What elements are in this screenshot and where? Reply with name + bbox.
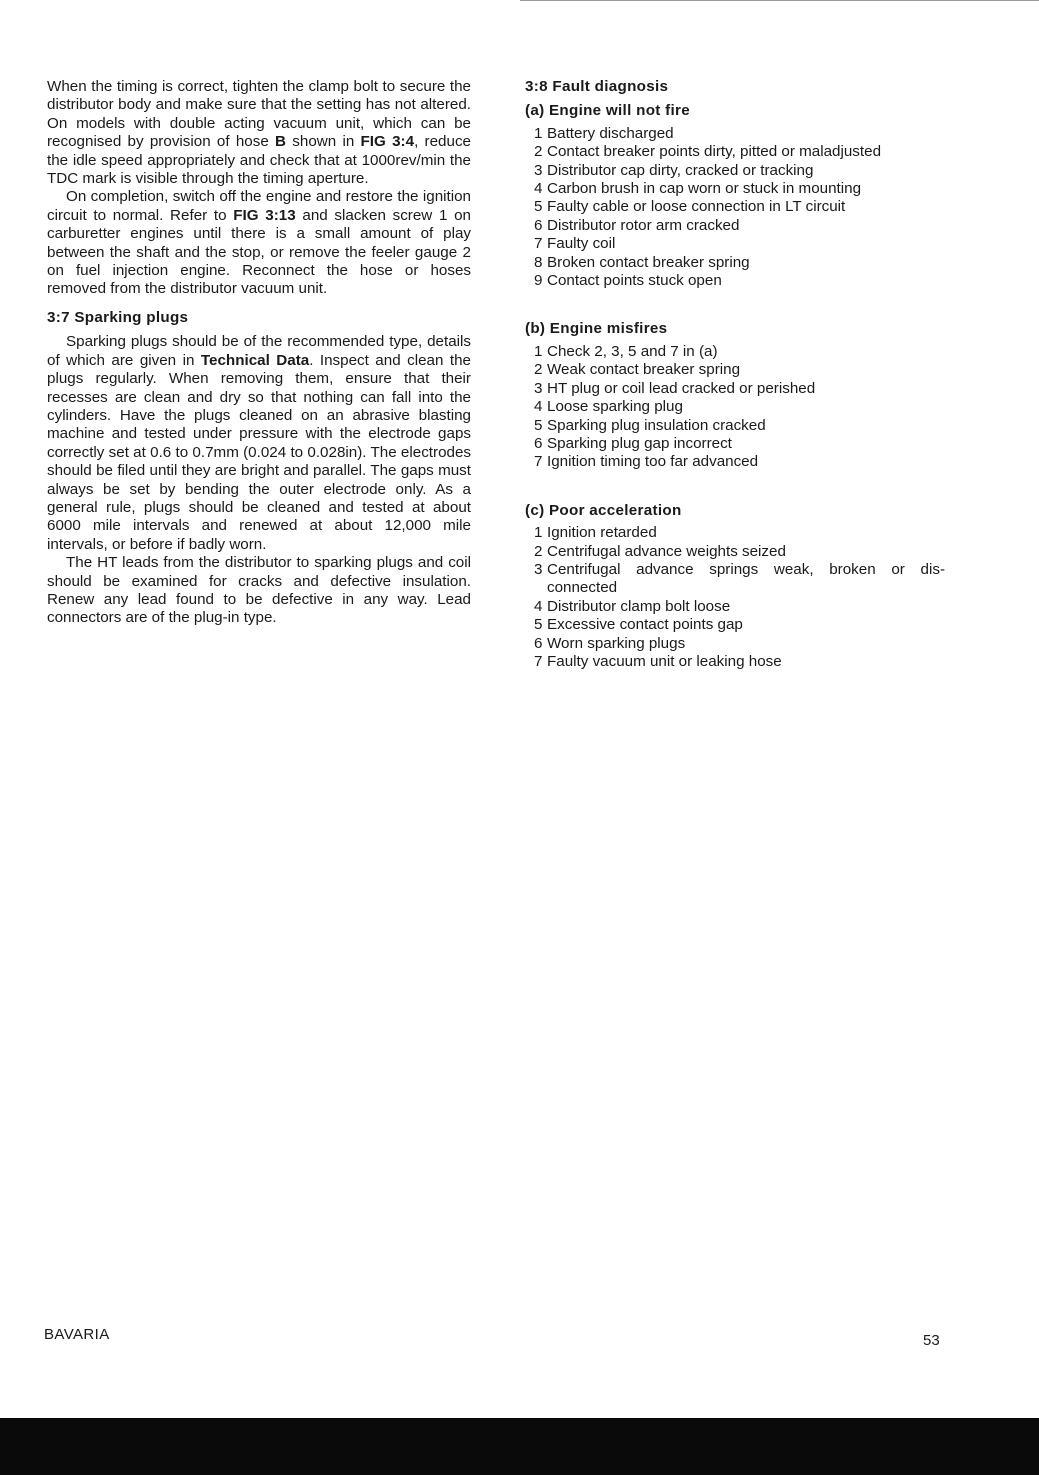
list-item: 3 Centrifugal advance springs weak, broken or dis- connected xyxy=(534,560,945,597)
paragraph-ht-leads: The HT leads from the distributor to sparking plugs and coil should be examined for cracks and defective insulation. Renew any lead found to be defective in any way. Lead connectors are of the plug-in type. xyxy=(47,554,471,627)
list-poor-acceleration xyxy=(525,524,945,671)
list-item: 7 Faulty vacuum unit or leaking hose xyxy=(534,652,782,670)
list-item: 4 Loose sparking plug xyxy=(534,398,683,416)
list-item: 4 Carbon brush in cap worn or stuck in mounting xyxy=(534,180,862,198)
text-run: and slacken screw 1 on carburetter engines until there is a small amount of play between the shaft and the stop, or remove the feeler gauge 2 on fuel injection engine. Reconnect the hose or hoses removed from the distributor vacuum unit. xyxy=(47,206,471,298)
list-engine-misfires xyxy=(525,343,945,472)
spacer xyxy=(525,472,945,496)
hose-ref: B xyxy=(275,133,287,151)
list-item: 6 Sparking plug gap incorrect xyxy=(534,434,732,452)
paragraph-completion xyxy=(47,188,471,298)
right-column xyxy=(525,78,945,671)
list-item: 2 Centrifugal advance weights seized xyxy=(534,542,786,560)
list-item: 1 Check 2, 3, 5 and 7 in (a) xyxy=(534,342,718,360)
footer-model-name: BAVARIA xyxy=(44,1326,110,1343)
text-run: , reduce the idle speed appropriately and check that at 1000rev/min the TDC mark is visible through the timing aperture. xyxy=(47,133,471,188)
technical-data-ref: Technical Data xyxy=(200,351,310,369)
list-item: 8 Broken contact breaker spring xyxy=(534,253,750,271)
top-rule xyxy=(520,0,1039,1)
text-run: . Inspect and clean the plugs regularly. When removing them, ensure that their recesses are clean and dry so that nothing can fall into the cylinders. Have the plugs cleaned on an abrasive blasting machine and tested under pressure with the electrode gaps correctly set at 0.6 to 0.7mm (0.024 to 0.028in). The electrodes should be filed until they are bright and parallel. The gaps must always be set by bending the outer electrode only. As a general rule, plugs should be cleaned and tested at about 6000 mile intervals and renewed at about 12,000 mile intervals, or before if badly worn. xyxy=(47,351,471,553)
spacer xyxy=(525,290,945,314)
subheading-engine-misfires: (b) Engine misfires xyxy=(525,320,668,338)
list-item: 2 Weak contact breaker spring xyxy=(534,361,741,379)
list-item: 1 Battery discharged xyxy=(534,124,674,142)
list-item: 4 Distributor clamp bolt loose xyxy=(534,597,731,615)
subheading-engine-will-not-fire: (a) Engine will not fire xyxy=(525,102,690,120)
text-run: On completion, switch off the engine and restore the ignition circuit to normal. Refer to xyxy=(47,188,471,224)
figure-ref: FIG 3:4 xyxy=(360,133,415,151)
list-item: 1 Ignition retarded xyxy=(534,524,657,542)
text-run: When the timing is correct, tighten the clamp bolt to secure the distributor body and make sure that the setting has not altered. On models with double acting vacuum unit, which can be recognised by provision of hose xyxy=(47,78,471,151)
subheading-poor-acceleration: (c) Poor acceleration xyxy=(525,501,682,519)
list-item: 6 Distributor rotor arm cracked xyxy=(534,216,740,234)
list-item: 2 Contact breaker points dirty, pitted or maladjusted xyxy=(534,143,882,161)
text-run: shown in xyxy=(286,133,361,151)
section-heading-3-8: 3:8 Fault diagnosis xyxy=(525,78,669,95)
figure-ref: FIG 3:13 xyxy=(233,206,296,224)
paragraph-sparking-plugs xyxy=(47,333,471,554)
list-item: 7 Faulty coil xyxy=(534,235,616,253)
list-item: 5 Faulty cable or loose connection in LT circuit xyxy=(534,198,846,216)
list-item: 9 Contact points stuck open xyxy=(534,272,722,290)
list-item: 6 Worn sparking plugs xyxy=(534,634,686,652)
list-item: 5 Sparking plug insulation cracked xyxy=(534,416,766,434)
page-number: 53 xyxy=(923,1332,940,1349)
list-item: 5 Excessive contact points gap xyxy=(534,616,743,634)
left-column xyxy=(47,78,471,628)
section-heading-3-7: 3:7 Sparking plugs xyxy=(47,308,189,326)
list-item: 3 Distributor cap dirty, cracked or tracking xyxy=(534,161,814,179)
list-item: 7 Ignition timing too far advanced xyxy=(534,453,759,471)
paragraph-timing xyxy=(47,78,471,188)
scan-bottom-band xyxy=(0,1418,1039,1475)
text-run: Sparking plugs should be of the recommended type, details of which are given in xyxy=(47,333,471,369)
list-engine-will-not-fire xyxy=(525,125,945,291)
list-item: 3 HT plug or coil lead cracked or perished xyxy=(534,379,816,397)
